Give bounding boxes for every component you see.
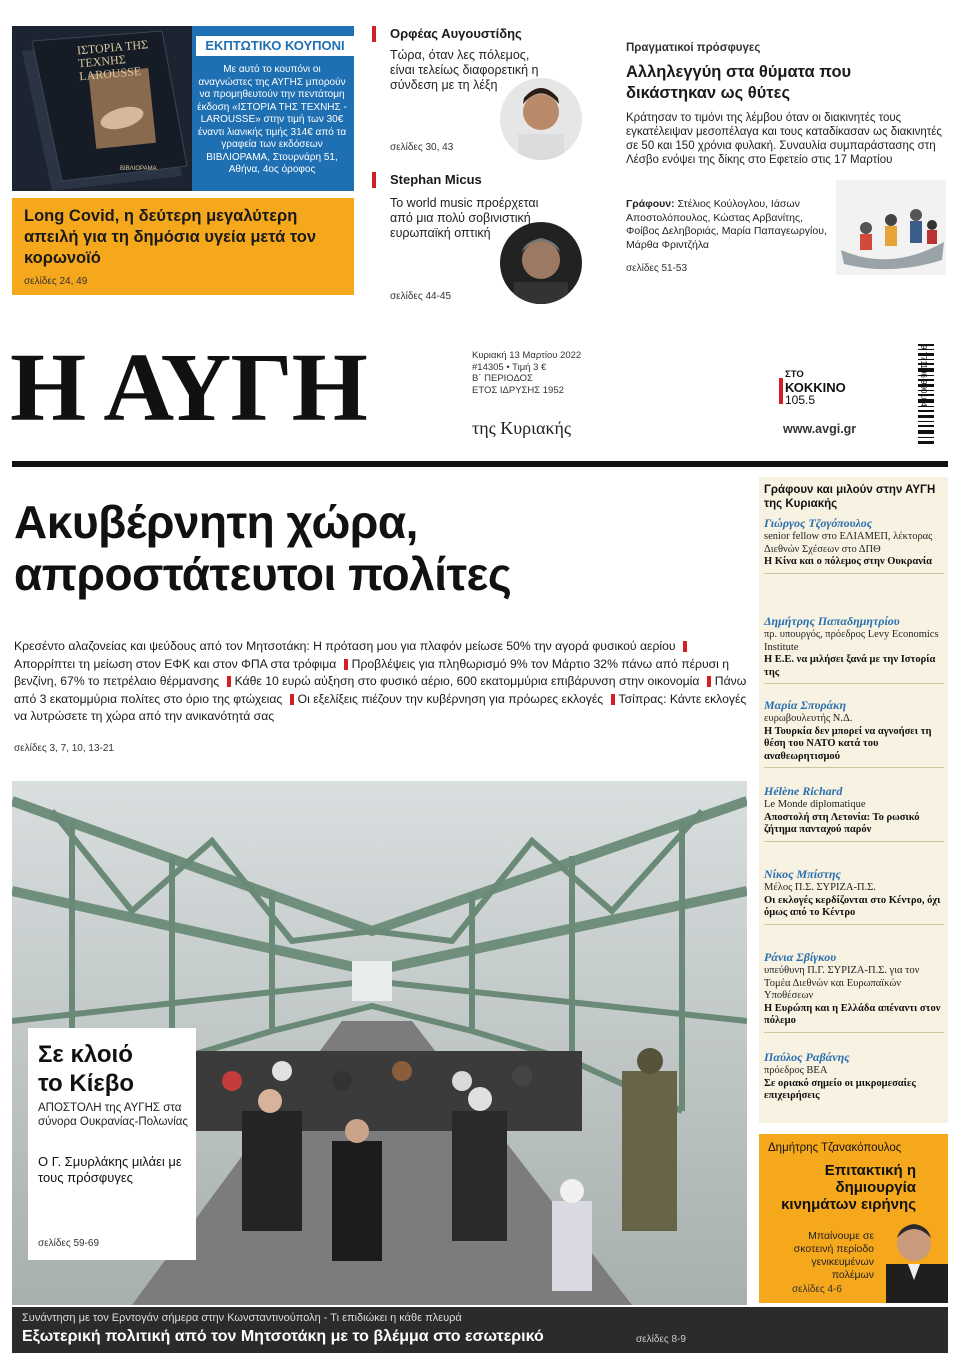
bottom-band-kicker: Συνάντηση με τον Ερντογάν σήμερα στην Κωνσταντινούπολη - Τι επιδιώκει η κάθε πλευρά	[22, 1312, 462, 1324]
tzanakopoulos-photo	[876, 1214, 948, 1303]
masthead-rule	[12, 461, 948, 467]
main-headline-line-1: Ακυβέρνητη χώρα,	[14, 496, 418, 548]
columnist-2-marker	[372, 172, 376, 188]
sidebar-heading: Γράφουν και μιλούν στην ΑΥΓΗ της Κυριακής	[764, 484, 936, 510]
kiev-title-line-2: το Κίεβο	[38, 1070, 135, 1097]
sidebar-item-name: Γιώργος Τζογόπουλος	[764, 516, 873, 530]
radio-mark-icon	[779, 378, 783, 404]
columnist-2-photo	[500, 222, 582, 304]
main-lead-pages: σελίδες 3, 7, 10, 13-21	[14, 743, 114, 754]
sidebar-item-name: Ράνια Σβίγκου	[764, 950, 837, 964]
columnist-1-pages: σελίδες 30, 43	[390, 142, 454, 153]
sidebar-item[interactable]	[764, 1050, 944, 1107]
barcode-number: 9 771106 990104	[919, 345, 928, 407]
tzanakopoulos-title: Επιτακτική η δημιουργία κινημάτων ειρήνης	[781, 1162, 916, 1213]
sidebar-item-topic: Αποστολή στη Λετονία: Το ρωσικό ζήτημα πανταχού παρόν	[764, 811, 920, 835]
sidebar-item-role: πρόεδρος ΒΕΑ	[764, 1065, 828, 1076]
kiev-sub: Ο Γ. Σμυρλάκης μιλάει με τους πρόσφυγες	[38, 1154, 182, 1185]
separator-bar	[344, 659, 348, 670]
sidebar-item-topic: Η Ε.Ε. να μιλήσει ξανά με την Ιστορία της	[764, 654, 936, 678]
sidebar-item-role: Le Monde diplomatique	[764, 799, 866, 810]
issue-founded: ΕΤΟΣ ΙΔΡΥΣΗΣ 1952	[472, 384, 564, 396]
separator-bar	[707, 676, 711, 687]
radio-line-3: 105.5	[785, 393, 816, 407]
sidebar-item[interactable]	[764, 784, 944, 842]
columnist-2-name[interactable]: Stephan Micus	[390, 172, 482, 187]
lead-item: Οι εξελίξεις πιέζουν την κυβέρνηση για πρόωρες εκλογές	[297, 691, 604, 706]
sidebar-item-topic: Οι εκλογές κερδίζονται στο Κέντρο, όχι όμως από το Κέντρο	[764, 894, 941, 918]
radio-line-1: ΣΤΟ	[785, 369, 804, 380]
kiev-text: ΑΠΟΣΤΟΛΗ της ΑΥΓΗΣ στα σύνορα Ουκρανίας-Πολωνίας	[38, 1102, 188, 1128]
sidebar-item[interactable]	[764, 950, 944, 1033]
bottom-band-title: Εξωτερική πολιτική από τον Μητσοτάκη με το βλέμμα στο εσωτερικό	[22, 1328, 544, 1345]
sidebar-item-name: Δημήτρης Παπαδημητρίου	[764, 614, 900, 628]
bottom-band-pages: σελίδες 8-9	[636, 1334, 686, 1345]
website-url[interactable]: www.avgi.gr	[783, 422, 857, 436]
sidebar-item-name: Μαρία Σπυράκη	[764, 698, 847, 712]
refugees-kicker: Πραγματικοί πρόσφυγες	[626, 42, 761, 54]
sidebar-item-role: πρ. υπουργός, πρόεδρος Levy Economics Institute	[764, 629, 939, 653]
sidebar-item-role: ευρωβουλευτής Ν.Δ.	[764, 713, 853, 724]
sidebar-item-name: Παύλος Ραβάνης	[764, 1050, 850, 1064]
separator-bar	[290, 694, 294, 705]
refugees-authors-label: Γράφουν:	[626, 198, 675, 210]
issue-info	[472, 350, 581, 396]
sidebar-item-role: Μέλος Π.Σ. ΣΥΡΙΖΑ-Π.Σ.	[764, 882, 876, 893]
coupon-title: ΕΚΠΤΩΤΙΚΟ ΚΟΥΠΟΝΙ	[196, 36, 354, 56]
lead-item: Κρεσέντο αλαζονείας και ψεύδους από τον Μητσοτάκη: Η πρόταση μου για πλαφόν μείωσε 50% την αγορά φυσικού αερίου	[14, 639, 676, 653]
sidebar-item-role: υπεύθυνη Π.Γ. ΣΥΡΙΖΑ-Π.Σ. για τον Τομέα Διεθνών και Ευρωπαϊκών Υποθέσεων	[764, 965, 920, 1001]
sidebar-item-topic: Σε οριακό σημείο οι μικρομεσαίες επιχειρήσεις	[764, 1077, 916, 1101]
coupon-text: Με αυτό το κουπόνι οι αναγνώστες της ΑΥΓΗΣ μπορούν να προμηθευτούν την πεντάτομη έκδοση «ΙΣΤΟΡΙΑ ΤΗΣ ΤΕΧΝΗΣ - LAROUSSE» στην τιμή των 30€ έναντι λιανικής τιμής 314€ από τα γραφεία των εκδόσεων ΒΙΒΛΙΟΡΑΜΑ, Στουρνάρη 51, Αθήνα, 4ος όροφος	[197, 64, 347, 175]
refugees-title[interactable]: Αλληλεγγύη στα θύματα που δικάστηκαν ως θύτες	[626, 63, 852, 102]
columnist-1-name[interactable]: Ορφέας Αυγουστίδης	[390, 26, 522, 41]
kiev-title-line-1: Σε κλοιό	[38, 1041, 133, 1068]
covid-title: Long Covid, η δεύτερη μεγαλύτερη απειλή για τη δημόσια υγεία μετά τον κορωνοϊό	[24, 207, 317, 267]
refugees-pages: σελίδες 51-53	[626, 263, 688, 274]
separator-bar	[611, 694, 615, 705]
lead-item: 32% πάνω από πέρυσι η βενζίνη, 67% το πετρέλαιο θέρμανσης	[14, 656, 730, 689]
columnist-1-marker	[372, 26, 376, 42]
lead-item: Κάθε 10 ευρώ αύξηση στο φυσικό αέριο, 600 εκατομμύρια επιβάρυνση στην οικονομία	[234, 674, 700, 689]
sidebar-item-name: Νίκος Μπίστης	[764, 867, 841, 881]
lead-item: Προβλέψεις για πληθωρισμό 9% τον Μάρτιο	[351, 656, 591, 671]
coupon-book-title: ΙΣΤΟΡΙΑ ΤΗΣ ΤΕΧΝΗΣ LAROUSSE	[76, 37, 149, 84]
masthead-subtitle: της Κυριακής	[472, 418, 572, 438]
columnist-2-text: Το world music προέρχεται από μια πολύ σοβινιστική ευρωπαϊκή οπτική	[390, 196, 539, 240]
lead-item: Τσίπρας: Κάντε εκλογές να λυτρώσετε τη χώρα από την ανικανότητά σας	[14, 691, 747, 724]
issue-date: Κυριακή 13 Μαρτίου 2022	[472, 350, 582, 361]
refugees-text: Κράτησαν το τιμόνι της λέμβου όταν οι διακινητές τους εγκατέλειψαν μεσοπέλαγα και τους καταδίκασαν ως διακινητές σε 50 και 150 χρόνια φυλακή. Συναυλία συμπαράστασης στη Λέσβο ενόψει της δίκης στο Εφετείο στις 17 Μαρτίου	[626, 112, 942, 166]
sidebar-item-role: senior fellow στο ΕΛΙΑΜΕΠ, λέκτορας Διεθνών Σχέσεων στο ΔΠΘ	[764, 531, 933, 555]
issue-number: #14305 • Τιμή 3 €	[472, 361, 547, 373]
refugees-authors	[626, 198, 834, 252]
sidebar-item[interactable]	[764, 698, 944, 768]
sidebar-item-name: Hélène Richard	[764, 784, 843, 798]
issue-period: Β΄ ΠΕΡΙΟΔΟΣ	[472, 373, 533, 384]
separator-bar	[227, 676, 231, 687]
main-lead	[14, 638, 748, 726]
radio-line-2: ΚΟΚΚΙΝΟ	[785, 380, 846, 395]
refugees-authors-list: Στέλιος Κούλογλου, Ιάσων Αποστολόπουλος, Κώστας Αρβανίτης, Φοίβος Δεληβοριάς, Μαρία Παπαγεωργίου, Μάρθα Φριντζήλα	[626, 198, 827, 251]
main-headline-line-2: απροστάτευτοι πολίτες	[14, 548, 512, 600]
sidebar-item[interactable]	[764, 867, 944, 925]
sidebar-item-topic: Η Τουρκία δεν μπορεί να αγνοήσει τη θέση του ΝΑΤΟ κατά του αναθεωρητισμού	[764, 725, 932, 762]
sidebar-item-topic: Η Ευρώπη και η Ελλάδα απέναντι στον πόλεμο	[764, 1002, 941, 1026]
lead-item: Πάνω από 3 εκατομμύρια πολίτες στο όριο της φτώχειας	[14, 674, 747, 706]
refugees-boat-image	[836, 180, 946, 275]
coupon-book-publisher: ΒΙΒΛΙΟΡΑΜΑ	[120, 166, 157, 172]
tzanakopoulos-text: Μπαίνουμε σε σκοτεινή περίοδο γενικευμένων πολέμων	[793, 1230, 874, 1281]
radio-logo[interactable]	[785, 368, 846, 407]
columnist-1-photo	[500, 78, 582, 160]
columnist-2-pages: σελίδες 44-45	[390, 291, 452, 302]
separator-bar	[683, 641, 687, 652]
sidebar-item[interactable]	[764, 516, 944, 574]
lead-item: Απορρίπτει τη μείωση στον ΕΦΚ και στον ΦΠΑ στα τρόφιμα	[14, 656, 337, 671]
kiev-pages: σελίδες 59-69	[38, 1238, 100, 1249]
covid-pages: σελίδες 24, 49	[24, 276, 88, 287]
tzanakopoulos-pages: σελίδες 4-6	[792, 1284, 842, 1295]
sidebar-item[interactable]	[764, 614, 944, 684]
sidebar-item-topic: Η Κίνα και ο πόλεμος στην Ουκρανία	[764, 556, 932, 567]
columnist-1-text: Τώρα, όταν λες πόλεμος, είναι τελείως διαφορετική η σύνδεση με τη λέξη	[390, 48, 539, 92]
masthead-logo[interactable]: Η ΑΥΓΗ	[10, 334, 367, 442]
main-headline[interactable]	[14, 496, 754, 600]
kiev-title	[38, 1040, 134, 1098]
tzanakopoulos-name: Δημήτρης Τζανακόπουλος	[768, 1142, 902, 1154]
